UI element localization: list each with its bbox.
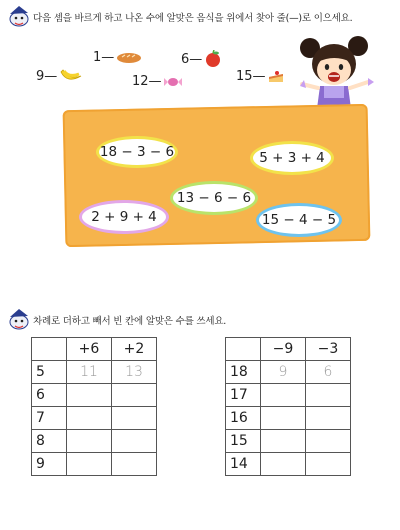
- answer-cell[interactable]: [306, 453, 351, 476]
- table-row: [226, 453, 351, 476]
- mascot-icon: [6, 307, 32, 331]
- table-row: [32, 407, 157, 430]
- table-row: [226, 407, 351, 430]
- answer-cell[interactable]: 6: [306, 361, 351, 384]
- banana-icon: [59, 68, 83, 84]
- header-cell: +2: [112, 338, 157, 361]
- problem-oval[interactable]: [250, 141, 334, 175]
- table-row: [32, 384, 157, 407]
- answer-cell[interactable]: [261, 430, 306, 453]
- problem-expression: 2 + 9 + 4: [91, 209, 157, 225]
- header-cell: [32, 338, 67, 361]
- addition-table: [31, 337, 157, 476]
- food-item-banana: [36, 68, 83, 84]
- problem-oval[interactable]: [79, 200, 169, 234]
- table-row: [32, 453, 157, 476]
- problem-oval[interactable]: [256, 203, 342, 237]
- table-row: [226, 384, 351, 407]
- row-label: 5: [32, 361, 67, 384]
- row-label: 9: [32, 453, 67, 476]
- bread-icon: [116, 52, 142, 64]
- problem-expression: 13 − 6 − 6: [176, 190, 252, 206]
- answer-cell[interactable]: [112, 453, 157, 476]
- food-number: 15—: [236, 68, 266, 84]
- apple-icon: [204, 50, 222, 68]
- row-label: 16: [226, 407, 261, 430]
- table-row: [32, 361, 157, 384]
- answer-cell[interactable]: [112, 407, 157, 430]
- answer-cell[interactable]: [306, 407, 351, 430]
- header-cell: +6: [67, 338, 112, 361]
- food-number: 1—: [93, 50, 115, 65]
- row-label: 18: [226, 361, 261, 384]
- answer-cell[interactable]: [261, 407, 306, 430]
- food-number: 12—: [132, 74, 162, 89]
- row-label: 14: [226, 453, 261, 476]
- table-row: [226, 430, 351, 453]
- answer-cell[interactable]: [67, 453, 112, 476]
- candy-icon: [164, 75, 182, 89]
- food-item-bread: [93, 50, 142, 65]
- problem-expression: 15 − 4 − 5: [261, 212, 337, 228]
- table-row: [226, 361, 351, 384]
- header-cell: −3: [306, 338, 351, 361]
- mascot-icon: [6, 4, 32, 28]
- answer-cell[interactable]: 13: [112, 361, 157, 384]
- answer-cell[interactable]: [112, 430, 157, 453]
- answer-cell[interactable]: [67, 407, 112, 430]
- food-item-candy: [132, 74, 182, 89]
- problem-expression: 5 + 3 + 4: [259, 150, 325, 166]
- food-item-cake: [236, 68, 284, 84]
- food-item-apple: [181, 50, 222, 68]
- answer-cell[interactable]: [67, 384, 112, 407]
- section1-instruction: 다음 셈을 바르게 하고 나온 수에 알맞은 음식을 위에서 찾아 줄(—)로 이으세요.: [33, 13, 353, 24]
- subtraction-table: [225, 337, 351, 476]
- cake-icon: [268, 68, 284, 84]
- problem-expression: 18 − 3 − 6: [99, 144, 175, 160]
- row-label: 15: [226, 430, 261, 453]
- row-label: 17: [226, 384, 261, 407]
- row-label: 7: [32, 407, 67, 430]
- food-number: 9—: [36, 68, 58, 84]
- row-label: 8: [32, 430, 67, 453]
- food-number: 6—: [181, 51, 203, 67]
- answer-cell[interactable]: 9: [261, 361, 306, 384]
- table-row: [32, 430, 157, 453]
- answer-cell[interactable]: [261, 453, 306, 476]
- answer-cell[interactable]: 11: [67, 361, 112, 384]
- answer-cell[interactable]: [261, 384, 306, 407]
- header-cell: [226, 338, 261, 361]
- problem-oval[interactable]: [170, 181, 258, 215]
- problem-oval[interactable]: [96, 136, 178, 168]
- answer-cell[interactable]: [67, 430, 112, 453]
- answer-cell[interactable]: [306, 384, 351, 407]
- answer-cell[interactable]: [306, 430, 351, 453]
- row-label: 6: [32, 384, 67, 407]
- header-cell: −9: [261, 338, 306, 361]
- section2-instruction: 차례로 더하고 빼서 빈 칸에 알맞은 수를 쓰세요.: [33, 316, 227, 327]
- answer-cell[interactable]: [112, 384, 157, 407]
